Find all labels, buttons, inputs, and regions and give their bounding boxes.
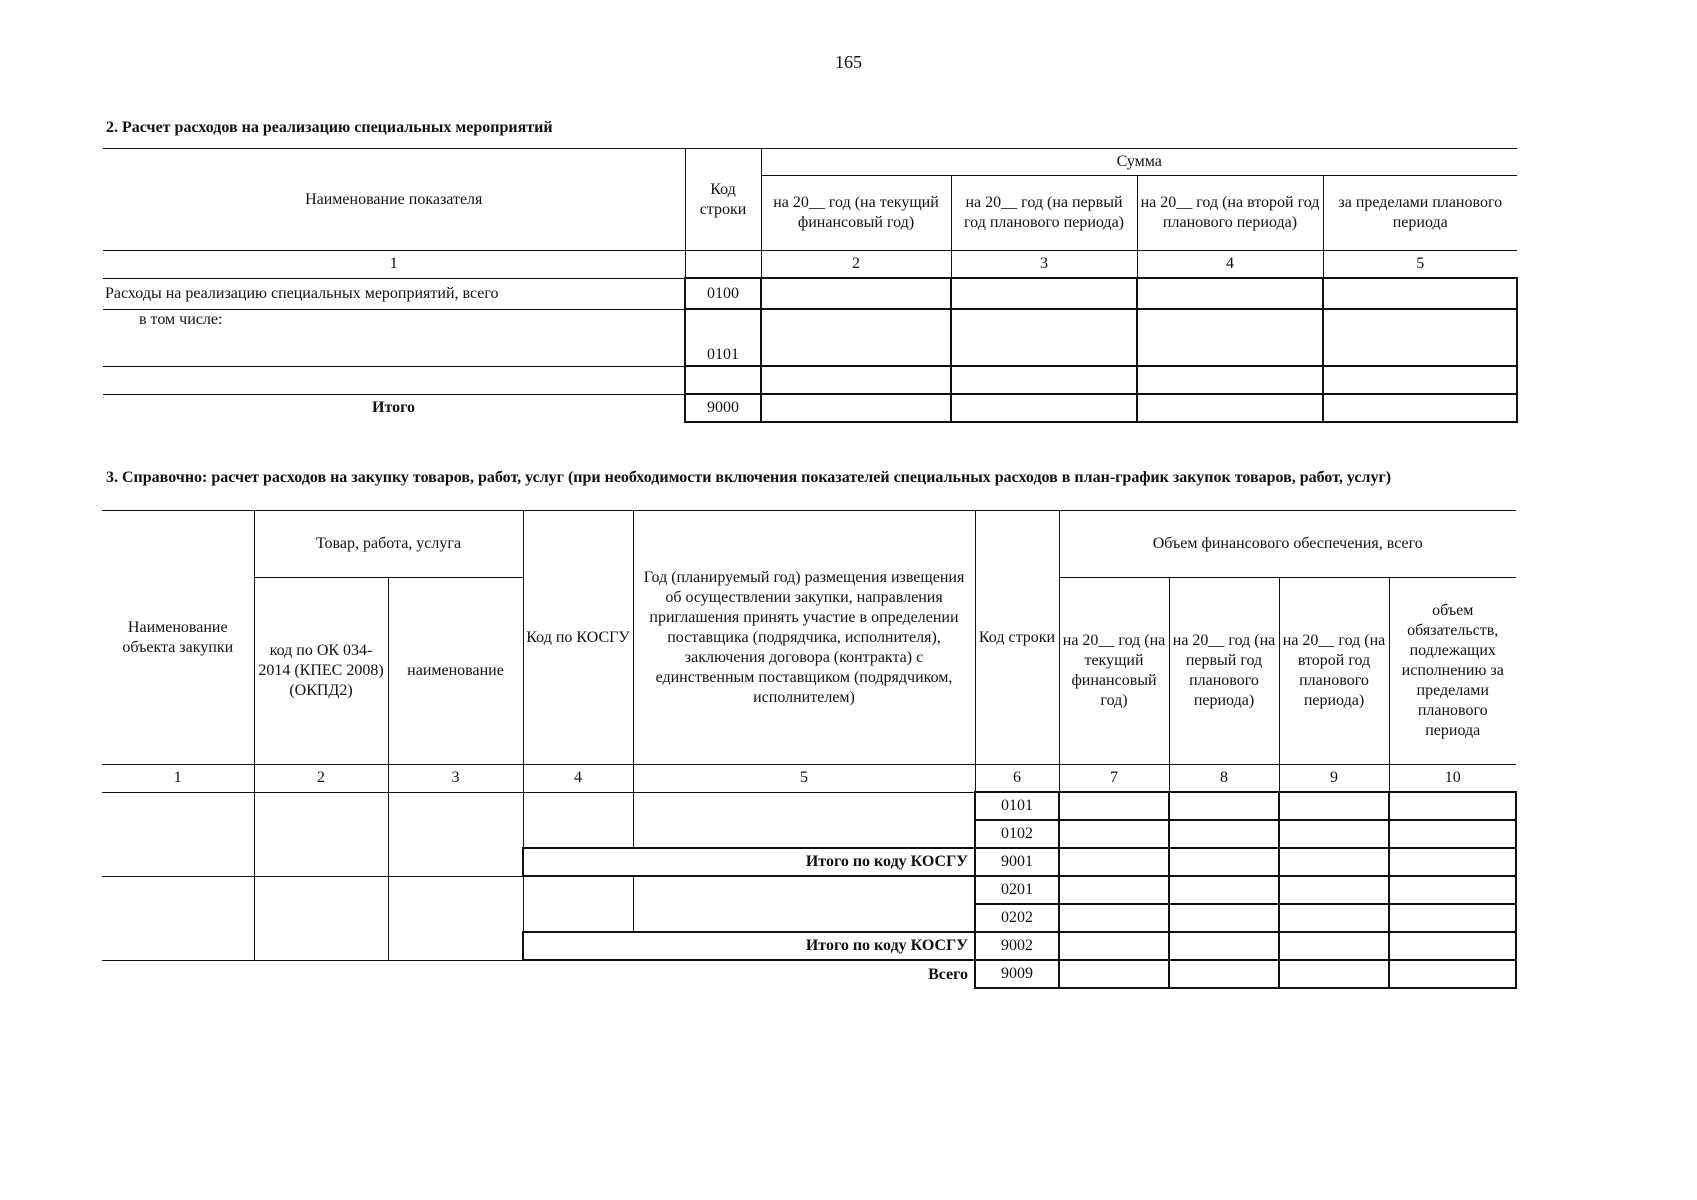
- cell-input[interactable]: [1137, 366, 1323, 394]
- cell-input[interactable]: [951, 278, 1137, 309]
- cell-input[interactable]: [1389, 960, 1516, 988]
- cell-input[interactable]: [1059, 792, 1169, 820]
- header-placement-year: Год (планируемый год) размещения извещения об осуществлении закупки, направления приглашения принять участие в определении поставщика (подрядчика, исполнителя), заключения договора (контракта) с единственным поставщиком (подрядчиком, исполнителем): [633, 511, 975, 765]
- subtotal-kosgu-label: Итого по коду КОСГУ: [523, 932, 975, 960]
- col-number-1: 1: [103, 251, 685, 279]
- blank-row-label: [103, 366, 685, 394]
- cell-input[interactable]: [1059, 960, 1169, 988]
- year-cell[interactable]: [633, 792, 975, 848]
- section2-title: 2. Расчет расходов на реализацию специальных мероприятий: [106, 119, 553, 136]
- cell-input[interactable]: [1389, 932, 1516, 960]
- cell-input[interactable]: [1059, 904, 1169, 932]
- cell-input[interactable]: [1059, 820, 1169, 848]
- procurement-table: [102, 510, 1517, 989]
- header-object-name: Наименование объекта закупки: [102, 511, 254, 765]
- cell-input[interactable]: [1137, 309, 1323, 366]
- header-second-year: на 20__ год (на второй год планового периода): [1137, 176, 1323, 251]
- header-second-year: на 20__ год (на второй год планового периода): [1279, 578, 1389, 765]
- col-number-6: 6: [975, 765, 1059, 793]
- cell-input[interactable]: [1169, 876, 1279, 904]
- col-number-blank: [685, 251, 761, 279]
- total-expenses-code: 0100: [685, 278, 761, 309]
- cell-input[interactable]: [1323, 394, 1517, 422]
- cell-input[interactable]: [1389, 848, 1516, 876]
- col-number-3: 3: [388, 765, 523, 793]
- subtotal-code: 9001: [975, 848, 1059, 876]
- col-number-7: 7: [1059, 765, 1169, 793]
- kosgu-code-cell[interactable]: [523, 792, 633, 848]
- cell-input[interactable]: [1323, 278, 1517, 309]
- cell-input[interactable]: [1389, 904, 1516, 932]
- total-expenses-label: Расходы на реализацию специальных мероприятий, всего: [103, 278, 685, 309]
- cell-input[interactable]: [1279, 932, 1389, 960]
- header-first-year: на 20__ год (на первый год планового периода): [1169, 578, 1279, 765]
- col-number-4: 4: [523, 765, 633, 793]
- cell-input[interactable]: [951, 366, 1137, 394]
- col-number-2: 2: [761, 251, 951, 279]
- cell-input[interactable]: [1059, 932, 1169, 960]
- cell-input[interactable]: [761, 394, 951, 422]
- header-row-code: Код строки: [975, 511, 1059, 765]
- header-row-code: Код строки: [685, 149, 761, 251]
- row-code: 0102: [975, 820, 1059, 848]
- cell-input[interactable]: [761, 278, 951, 309]
- header-goods-code: код по ОК 034-2014 (КПЕС 2008) (ОКПД2): [254, 578, 388, 765]
- header-goods-name: наименование: [388, 578, 523, 765]
- header-first-year: на 20__ год (на первый год планового периода): [951, 176, 1137, 251]
- header-kosgu-code: Код по КОСГУ: [523, 511, 633, 765]
- cell-input[interactable]: [1279, 904, 1389, 932]
- including-label: в том числе:: [103, 309, 685, 366]
- col-number-4: 4: [1137, 251, 1323, 279]
- goods-code-cell[interactable]: [254, 876, 388, 960]
- object-name-cell[interactable]: [102, 876, 254, 960]
- header-goods-group: Товар, работа, услуга: [254, 511, 523, 578]
- blank-row-code: [685, 366, 761, 394]
- header-current-year: на 20__ год (на текущий финансовый год): [761, 176, 951, 251]
- cell-input[interactable]: [1389, 876, 1516, 904]
- cell-input[interactable]: [1059, 848, 1169, 876]
- header-volume-group: Объем финансового обеспечения, всего: [1059, 511, 1516, 578]
- cell-input[interactable]: [951, 394, 1137, 422]
- grand-total-code: 9009: [975, 960, 1059, 988]
- col-number-2: 2: [254, 765, 388, 793]
- col-number-5: 5: [633, 765, 975, 793]
- row-code: 0201: [975, 876, 1059, 904]
- col-number-3: 3: [951, 251, 1137, 279]
- header-beyond-period: объем обязательств, подлежащих исполнению за пределами планового периода: [1389, 578, 1516, 765]
- header-indicator-name: Наименование показателя: [103, 149, 685, 251]
- cell-input[interactable]: [1279, 960, 1389, 988]
- col-number-9: 9: [1279, 765, 1389, 793]
- cell-input[interactable]: [1169, 848, 1279, 876]
- col-number-10: 10: [1389, 765, 1516, 793]
- grand-total-label: Всего: [928, 965, 968, 983]
- kosgu-code-cell[interactable]: [523, 876, 633, 932]
- header-sum: Сумма: [761, 149, 1517, 176]
- object-name-cell[interactable]: [102, 792, 254, 876]
- header-current-year: на 20__ год (на текущий финансовый год): [1059, 578, 1169, 765]
- goods-name-cell[interactable]: [388, 876, 523, 960]
- col-number-5: 5: [1323, 251, 1517, 279]
- cell-input[interactable]: [761, 309, 951, 366]
- row-code: 0101: [975, 792, 1059, 820]
- subtotal-kosgu-label: Итого по коду КОСГУ: [523, 848, 975, 876]
- col-number-1: 1: [102, 765, 254, 793]
- cell-input[interactable]: [1279, 820, 1389, 848]
- cell-input[interactable]: [1169, 792, 1279, 820]
- page-number: 165: [835, 52, 862, 72]
- cell-input[interactable]: [761, 366, 951, 394]
- goods-name-cell[interactable]: [388, 792, 523, 876]
- cell-input[interactable]: [1279, 792, 1389, 820]
- row-code: 0202: [975, 904, 1059, 932]
- cell-input[interactable]: [1389, 792, 1516, 820]
- cell-input[interactable]: [1279, 848, 1389, 876]
- year-cell[interactable]: [633, 876, 975, 932]
- cell-input[interactable]: [1323, 366, 1517, 394]
- cell-input[interactable]: [1323, 309, 1517, 366]
- cell-input[interactable]: [1389, 820, 1516, 848]
- cell-input[interactable]: [1169, 904, 1279, 932]
- including-code: 0101: [685, 309, 761, 366]
- cell-input[interactable]: [1169, 960, 1279, 988]
- header-beyond-period: за пределами планового периода: [1323, 176, 1517, 251]
- cell-input[interactable]: [1169, 932, 1279, 960]
- cell-input[interactable]: [1279, 876, 1389, 904]
- subtotal-code: 9002: [975, 932, 1059, 960]
- cell-input[interactable]: [1059, 876, 1169, 904]
- cell-input[interactable]: [1169, 820, 1279, 848]
- itogo-code: 9000: [685, 394, 761, 422]
- itogo-label: Итого: [103, 394, 685, 422]
- special-events-table: [103, 148, 1518, 423]
- col-number-8: 8: [1169, 765, 1279, 793]
- cell-input[interactable]: [1137, 394, 1323, 422]
- section3-title: 3. Справочно: расчет расходов на закупку товаров, работ, услуг (при необходимости включения показателей специальных расходов в план-график закупок товаров, работ, услуг): [106, 469, 1392, 486]
- cell-input[interactable]: [951, 309, 1137, 366]
- goods-code-cell[interactable]: [254, 792, 388, 876]
- cell-input[interactable]: [1137, 278, 1323, 309]
